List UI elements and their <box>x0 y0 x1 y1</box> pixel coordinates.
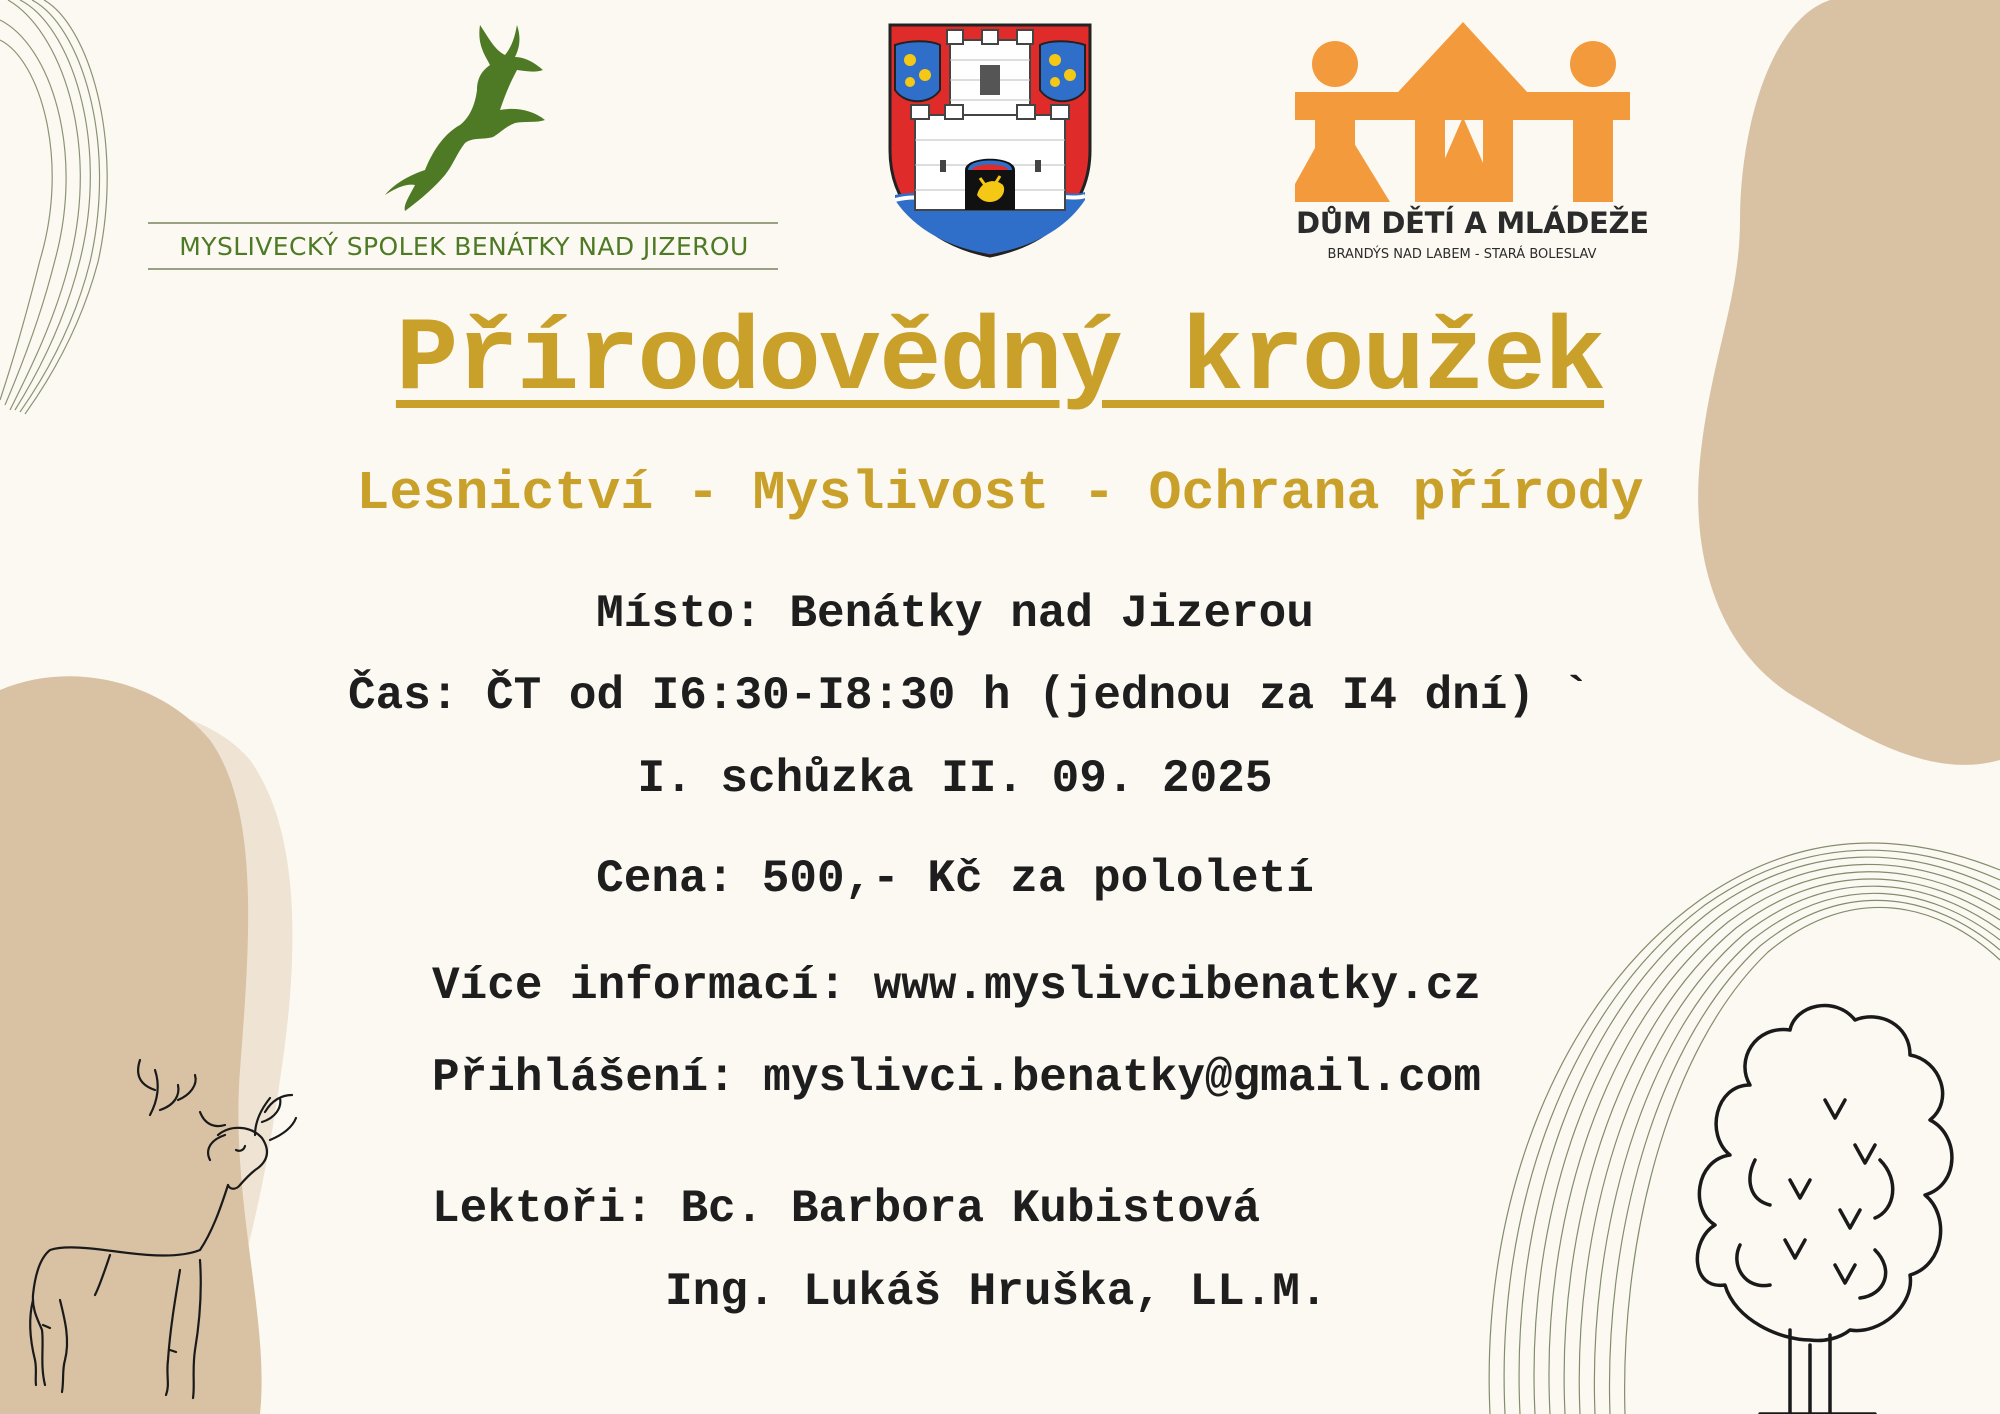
time-line: Čas: ČT od I6:30-I8:30 h (jednou za I4 dní) ` <box>348 670 1591 722</box>
tree-outline-icon <box>1697 1006 1952 1414</box>
page-title: Přírodovědný kroužek <box>395 302 1605 420</box>
line-wave-bottom-right <box>1489 843 2000 1414</box>
page-subtitle: Lesnictví - Myslivost - Ochrana přírody <box>356 462 1644 525</box>
place-line: Místo: Benátky nad Jizerou <box>596 588 1314 640</box>
hunting-club-logo-line <box>148 222 778 224</box>
lecturers-line: Lektoři: Bc. Barbora Kubistová <box>432 1183 1261 1235</box>
leaping-deer-icon <box>365 15 565 215</box>
registration-line: Přihlášení: myslivci.benatky@gmail.com <box>432 1052 1481 1104</box>
more-info-line: Více informací: www.myslivcibenatky.cz <box>432 960 1481 1012</box>
children-house-icon <box>1295 22 1630 202</box>
hunting-club-logo-line-bottom <box>148 268 778 270</box>
ddm-subtitle: BRANDÝS NAD LABEM - STARÁ BOLESLAV <box>1327 247 1597 262</box>
price-line: Cena: 500,- Kč za pololetí <box>596 853 1314 905</box>
first-meeting-line: I. schůzka II. 09. 2025 <box>637 753 1273 805</box>
coat-of-arms-icon <box>885 20 1095 260</box>
lecturer-2-line: Ing. Lukáš Hruška, LL.M. <box>665 1266 1328 1318</box>
hunting-club-name: MYSLIVECKÝ SPOLEK BENÁTKY NAD JIZEROU <box>179 232 749 261</box>
ddm-name: DŮM DĚTÍ A MLÁDEŽE <box>1296 206 1649 240</box>
